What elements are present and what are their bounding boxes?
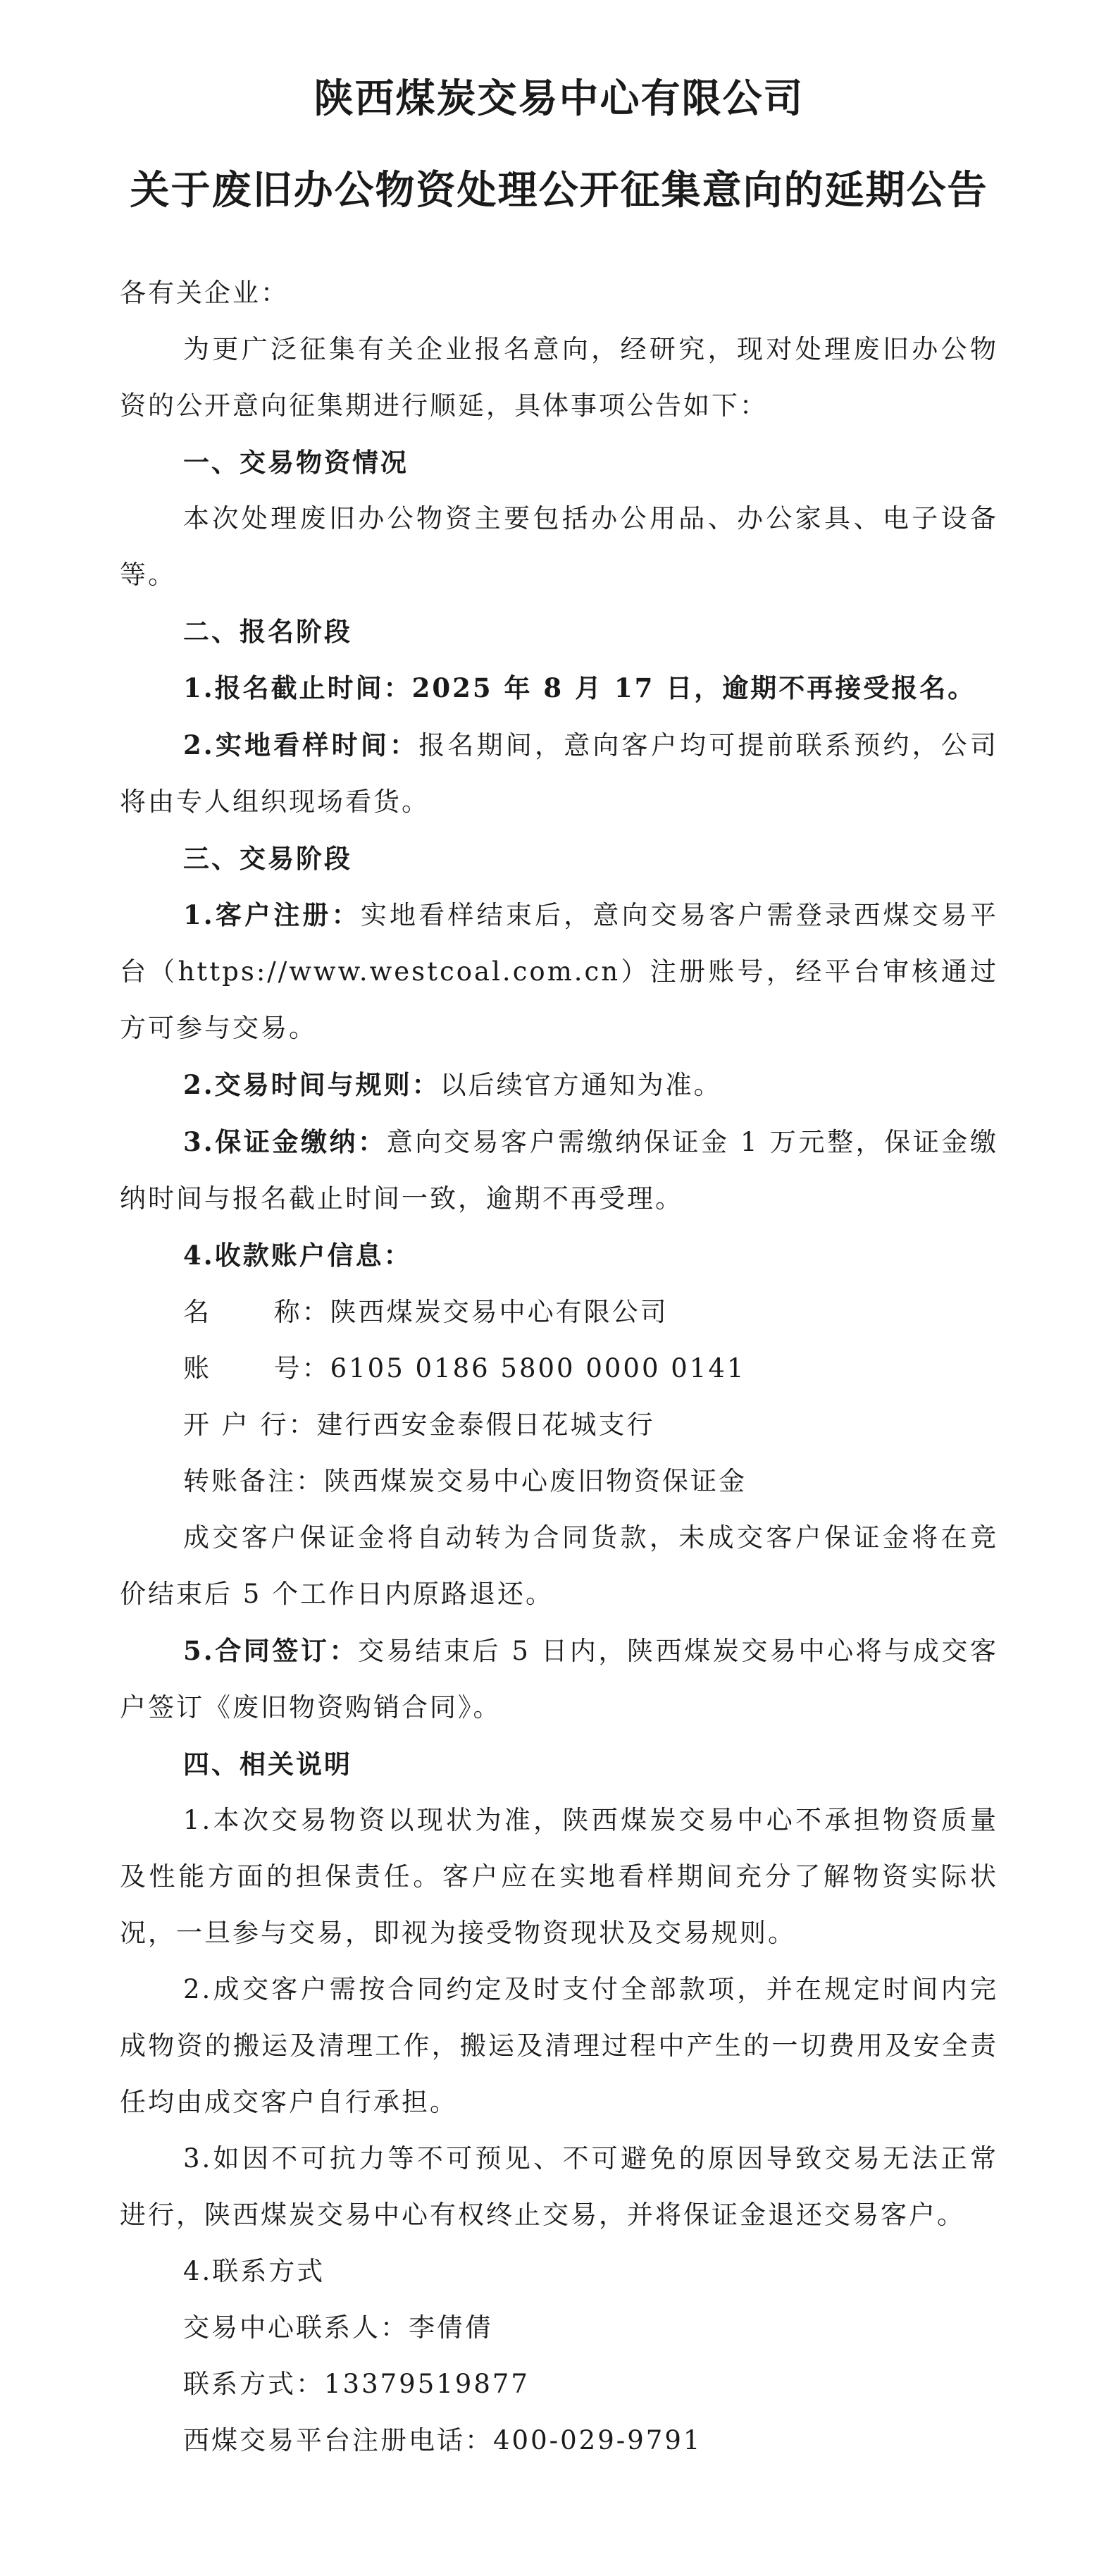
account-number-row	[120, 1341, 998, 1397]
intro-paragraph: 为更广泛征集有关企业报名意向，经研究，现对处理废旧办公物资的公开意向征集期进行顺延，具体事项公告如下：	[120, 334, 998, 421]
section2-item1	[120, 660, 998, 717]
contact-phone: 联系方式：13379519877	[183, 2369, 530, 2399]
section4-heading: 四、相关说明	[183, 1749, 352, 1780]
section4-item2: 2.成交客户需按合同约定及时支付全部款项，并在规定时间内完成物资的搬运及清理工作，搬运及清理过程中产生的一切费用及安全责任均由成交客户自行承担。	[120, 1974, 998, 2117]
announcement-body	[120, 265, 998, 2469]
section2-item1-lead: 1.报名截止时间：	[183, 672, 412, 703]
account-number-label: 账 号：	[183, 1353, 330, 1383]
announcement-title: 关于废旧办公物资处理公开征集意向的延期公告	[130, 167, 988, 214]
section3-item1-lead: 1.客户注册：	[183, 899, 361, 930]
account-bank-label: 开 户 行：	[183, 1410, 317, 1440]
section3-item2-text: 以后续官方通知为准。	[440, 1070, 722, 1100]
section4-item1: 1.本次交易物资以现状为准，陕西煤炭交易中心不承担物资质量及性能方面的担保责任。客户应在实地看样期间充分了解物资实际状况，一旦参与交易，即视为接受物资现状及交易规则。	[120, 1805, 998, 1948]
section1-text: 本次处理废旧办公物资主要包括办公用品、办公家具、电子设备等。	[120, 503, 998, 590]
account-name-row	[120, 1284, 998, 1341]
section4-item4-lead: 4.联系方式	[183, 2256, 325, 2286]
section1-heading: 一、交易物资情况	[183, 447, 409, 478]
section2-item2	[120, 717, 998, 830]
account-remark-row	[120, 1453, 998, 1510]
section2-heading: 二、报名阶段	[183, 616, 352, 647]
account-bank-value: 建行西安金泰假日花城支行	[316, 1410, 655, 1440]
register-phone: 西煤交易平台注册电话：400-029-9791	[183, 2425, 702, 2455]
section3-item4-lead: 4.收款账户信息：	[183, 1240, 412, 1271]
section3-item3	[120, 1114, 998, 1227]
contact-person: 交易中心联系人：李倩倩	[183, 2312, 493, 2343]
section3-item1	[120, 887, 998, 1056]
section3-item4	[120, 1227, 998, 1284]
section4-item3: 3.如因不可抗力等不可预见、不可避免的原因导致交易无法正常进行，陕西煤炭交易中心有权终止交易，并将保证金退还交易客户。	[120, 2143, 998, 2230]
section3-item2-lead: 2.交易时间与规则：	[183, 1069, 440, 1100]
section3-item2	[120, 1056, 998, 1114]
account-remark-label: 转账备注：	[183, 1466, 324, 1496]
section3-heading: 三、交易阶段	[183, 843, 352, 874]
company-title: 陕西煤炭交易中心有限公司	[313, 75, 805, 122]
account-remark-value: 陕西煤炭交易中心废旧物资保证金	[324, 1466, 747, 1496]
account-number-value: 6105 0186 5800 0000 0141	[330, 1353, 746, 1383]
section2-item1-text: 2025 年 8 月 17 日，逾期不再接受报名。	[411, 672, 976, 703]
section3-item3-text: 意向交易客户需缴纳保证金 1 万元整，保证金缴纳时间与报名截止时间一致，逾期不再受理。	[120, 1127, 998, 1214]
section3-item5-lead: 5.合同签订：	[183, 1635, 359, 1666]
section2-item2-lead: 2.实地看样时间：	[183, 729, 419, 760]
account-name-value: 陕西煤炭交易中心有限公司	[330, 1297, 669, 1327]
salutation: 各有关企业：	[120, 278, 289, 308]
account-bank-row	[120, 1397, 998, 1453]
section3-item5	[120, 1622, 998, 1736]
section3-item3-lead: 3.保证金缴纳：	[183, 1126, 387, 1157]
section3-item5-text: 交易结束后 5 日内，陕西煤炭交易中心将与成交客户签订《废旧物资购销合同》。	[120, 1636, 998, 1723]
account-name-label: 名 称：	[183, 1297, 330, 1327]
section3-item1-text: 实地看样结束后，意向交易客户需登录西煤交易平台（https://www.westcoal.com.cn）注册账号，经平台审核通过方可参与交易。	[120, 900, 998, 1043]
deposit-note: 成交客户保证金将自动转为合同货款，未成交客户保证金将在竞价结束后 5 个工作日内原路退还。	[120, 1522, 998, 1609]
section2-item2-text: 报名期间，意向客户均可提前联系预约，公司将由专人组织现场看货。	[120, 730, 998, 817]
